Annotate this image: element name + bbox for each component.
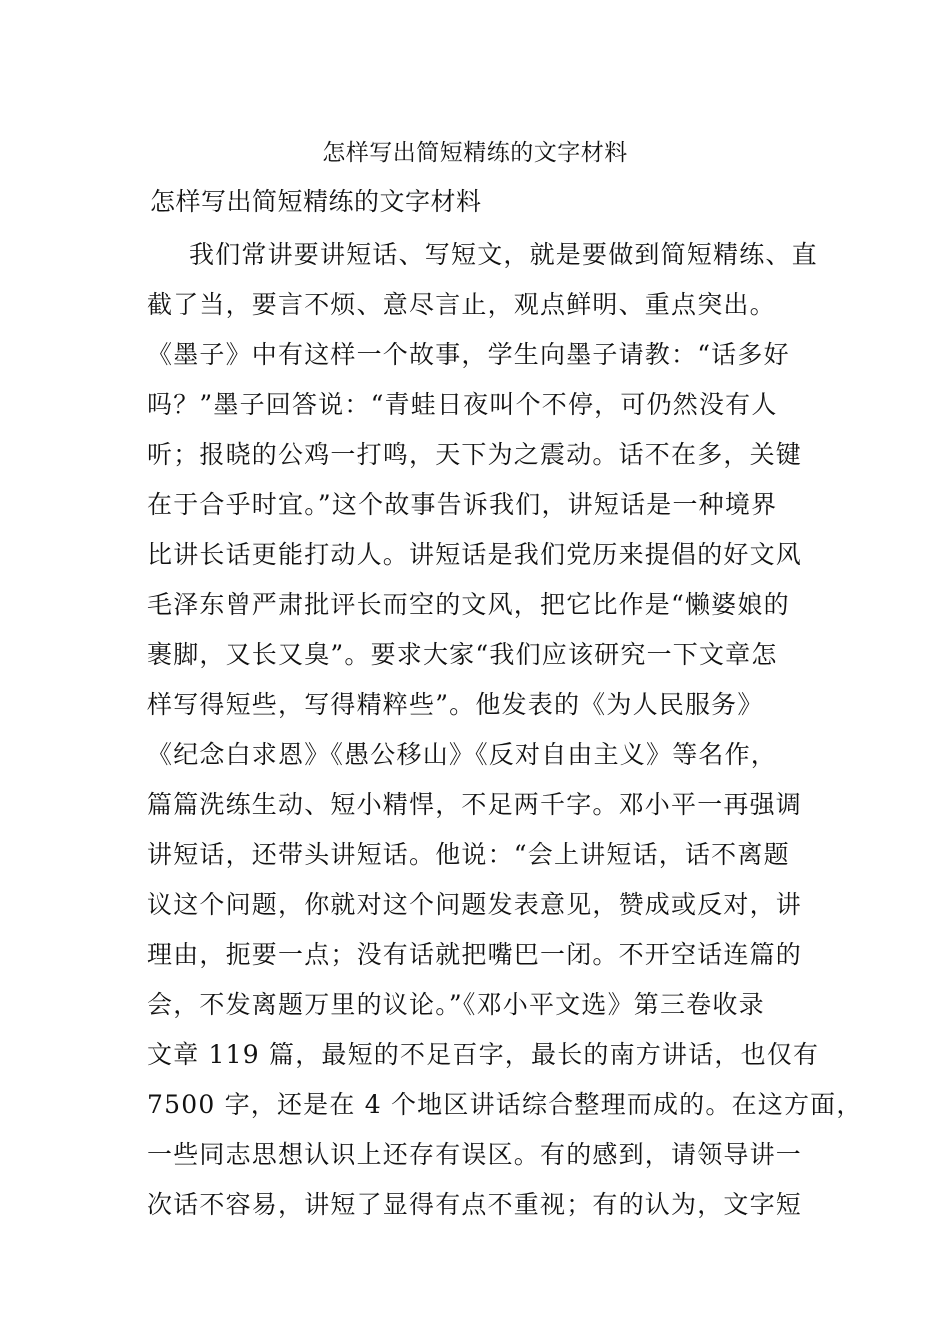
paragraph-line: 次话不容易，讲短了显得有点不重视；有的认为，文字短 xyxy=(147,1190,803,1219)
paragraph-line: 《墨子》中有这样一个故事，学生向墨子请教：“话多好 xyxy=(147,340,790,369)
paragraph-line: 篇篇洗练生动、短小精悍，不足两千字。邓小平一再强调 xyxy=(147,790,803,819)
paragraph-line: 裹脚，又长又臭”。要求大家“我们应该研究一下文章怎 xyxy=(147,640,778,669)
paragraph-line: 一些同志思想认识上还存有误区。有的感到，请领导讲一 xyxy=(147,1140,803,1169)
paragraph-line: 讲短话，还带头讲短话。他说：“会上讲短话，话不离题 xyxy=(147,840,790,869)
paragraph-line: 样写得短些，写得精粹些”。他发表的《为人民服务》 xyxy=(147,690,764,719)
paragraph-line: 毛泽东曾严肃批评长而空的文风，把它比作是“懒婆娘的 xyxy=(147,590,790,619)
paragraph-line: 截了当，要言不烦、意尽言止，观点鲜明、重点突出。 xyxy=(147,290,776,319)
paragraph-line: 吗？”墨子回答说：“青蛙日夜叫个不停，可仍然没有人 xyxy=(147,390,778,419)
paragraph-line: 议这个问题，你就对这个问题发表意见，赞成或反对，讲 xyxy=(147,890,803,919)
paragraph-line: 听；报晓的公鸡一打鸣，天下为之震动。话不在多，关键 xyxy=(147,440,803,469)
document-subtitle: 怎样写出简短精练的文字材料 xyxy=(150,187,482,216)
paragraph-line: 比讲长话更能打动人。讲短话是我们党历来提倡的好文风 xyxy=(147,540,803,569)
paragraph-line: 理由，扼要一点；没有话就把嘴巴一闭。不开空话连篇的 xyxy=(147,940,803,969)
paragraph-line: 我们常讲要讲短话、写短文，就是要做到简短精练、直 xyxy=(189,240,818,269)
paragraph-line: 在于合乎时宜。”这个故事告诉我们，讲短话是一种境界 xyxy=(147,490,778,519)
paragraph-line: 文章 119 篇，最短的不足百字，最长的南方讲话，也仅有 xyxy=(147,1040,820,1069)
paragraph-line: 《纪念白求恩》《愚公移山》《反对自由主义》等名作， xyxy=(147,740,778,769)
paragraph-line: 会，不发离题万里的议论。”《邓小平文选》第三卷收录 xyxy=(147,990,765,1019)
body-paragraph xyxy=(147,230,863,1230)
document-title: 怎样写出简短精练的文字材料 xyxy=(322,140,628,166)
paragraph-line: 7500 字，还是在 4 个地区讲话综合整理而成的。在这方面， xyxy=(147,1090,863,1119)
